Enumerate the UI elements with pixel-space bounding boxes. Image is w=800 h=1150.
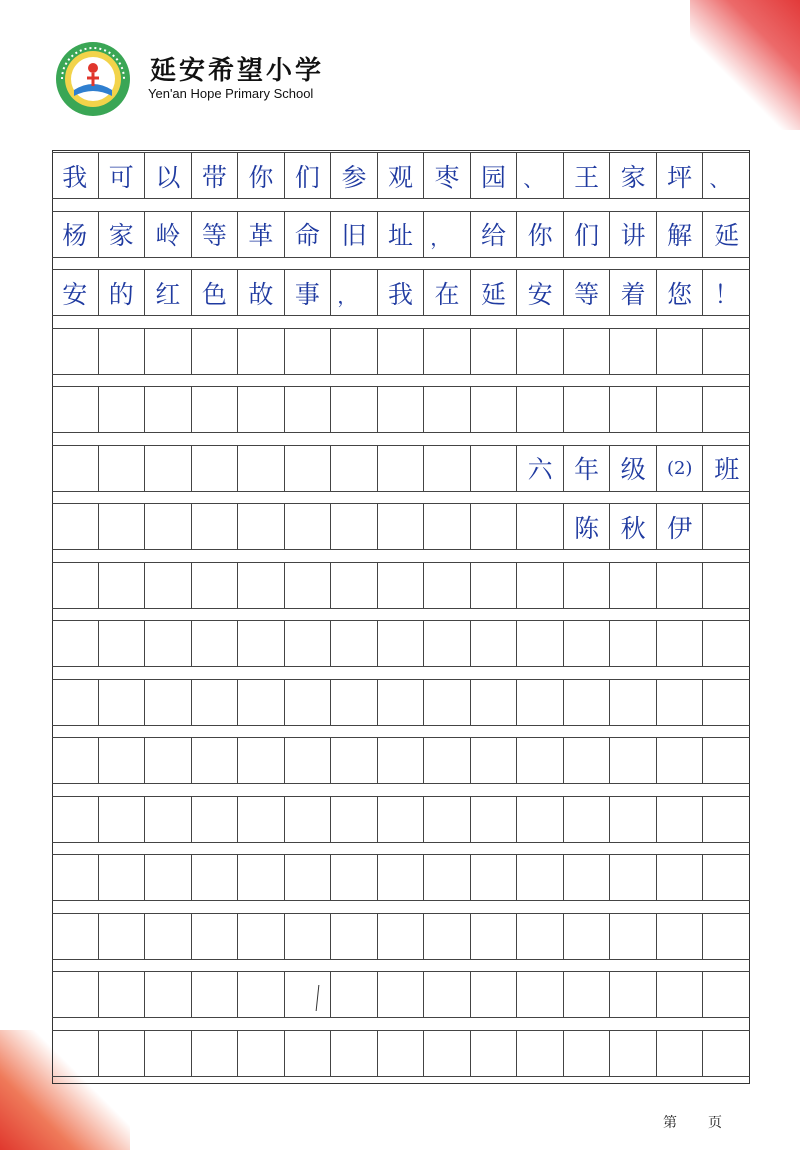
grid-cell	[52, 855, 99, 900]
grid-cell	[564, 329, 611, 374]
grid-cell: 杨	[52, 212, 99, 257]
grid-cell: 家	[610, 153, 657, 198]
grid-cell: 安	[52, 270, 99, 315]
grid-cell	[238, 914, 285, 959]
grid-cell	[424, 738, 471, 783]
grid-cell	[703, 738, 750, 783]
grid-cell: 年	[564, 446, 611, 491]
grid-cell	[424, 855, 471, 900]
grid-cell: 参	[331, 153, 378, 198]
grid-cell	[52, 738, 99, 783]
grid-row	[52, 620, 750, 667]
grid-cell	[145, 621, 192, 666]
grid-cell	[99, 329, 146, 374]
grid-cell	[52, 387, 99, 432]
grid-cell: 六	[517, 446, 564, 491]
grid-cell: 给	[471, 212, 518, 257]
grid-cell	[99, 621, 146, 666]
grid-cell: 、	[517, 153, 564, 198]
grid-cell: 家	[99, 212, 146, 257]
grid-cell	[424, 446, 471, 491]
grid-cell	[285, 914, 332, 959]
grid-cell	[192, 563, 239, 608]
grid-cell	[471, 1031, 518, 1076]
grid-cell	[564, 1031, 611, 1076]
grid-row	[52, 386, 750, 433]
grid-cell	[703, 387, 750, 432]
grid-cell	[610, 680, 657, 725]
grid-cell	[703, 621, 750, 666]
grid-cell	[99, 738, 146, 783]
grid-cell	[145, 914, 192, 959]
grid-cell	[378, 563, 425, 608]
grid-cell: 们	[285, 153, 332, 198]
grid-cell	[52, 446, 99, 491]
grid-cell: 您	[657, 270, 704, 315]
grid-cell	[192, 504, 239, 549]
grid-cell	[52, 914, 99, 959]
grid-cell	[145, 972, 192, 1017]
grid-cell: (2)	[657, 446, 704, 491]
grid-cell: 岭	[145, 212, 192, 257]
grid-cell	[517, 972, 564, 1017]
grid-cell	[238, 797, 285, 842]
grid-cell	[471, 738, 518, 783]
grid-cell	[703, 972, 750, 1017]
grid-cell	[517, 329, 564, 374]
grid-row	[52, 737, 750, 784]
grid-cell	[517, 738, 564, 783]
grid-cell	[564, 914, 611, 959]
grid-cell	[52, 680, 99, 725]
grid-cell	[657, 738, 704, 783]
grid-cell: ，	[331, 270, 378, 315]
grid-cell	[657, 387, 704, 432]
grid-cell: 在	[424, 270, 471, 315]
grid-cell	[331, 738, 378, 783]
grid-row	[52, 854, 750, 901]
grid-cell	[471, 387, 518, 432]
grid-cell: 观	[378, 153, 425, 198]
grid-cell	[471, 621, 518, 666]
grid-cell	[192, 446, 239, 491]
grid-cell	[424, 504, 471, 549]
grid-cell	[517, 387, 564, 432]
grid-cell	[285, 972, 332, 1017]
grid-cell: 班	[714, 455, 740, 484]
grid-cell	[331, 972, 378, 1017]
grid-cell	[517, 914, 564, 959]
grid-cell	[378, 387, 425, 432]
grid-cell	[378, 680, 425, 725]
grid-cell	[657, 1031, 704, 1076]
grid-cell	[657, 972, 704, 1017]
grid-row	[52, 679, 750, 726]
grid-cell: 延	[471, 270, 518, 315]
grid-cell	[99, 855, 146, 900]
school-logo	[54, 40, 132, 118]
grid-cell	[610, 563, 657, 608]
grid-cell: 延	[714, 221, 740, 250]
grid-cell: 讲	[610, 212, 657, 257]
grid-cell: 坪	[657, 153, 704, 198]
grid-cell	[99, 972, 146, 1017]
grid-cell	[238, 387, 285, 432]
grid-cell	[378, 1031, 425, 1076]
grid-cell	[703, 680, 750, 725]
grid-cell: 红	[145, 270, 192, 315]
grid-cell	[238, 446, 285, 491]
grid-cell	[564, 563, 611, 608]
grid-cell	[517, 680, 564, 725]
grid-cell	[192, 914, 239, 959]
grid-cell	[564, 621, 611, 666]
page-number-suffix: 页	[708, 1115, 722, 1131]
grid-cell	[564, 797, 611, 842]
grid-cell	[238, 738, 285, 783]
grid-cell	[610, 797, 657, 842]
grid-cell	[285, 797, 332, 842]
grid-cell	[610, 972, 657, 1017]
grid-row	[52, 211, 750, 258]
grid-cell	[192, 329, 239, 374]
grid-cell	[238, 972, 285, 1017]
grid-cell	[285, 504, 332, 549]
grid-cell	[331, 329, 378, 374]
grid-cell	[285, 446, 332, 491]
grid-cell: ！	[714, 279, 740, 309]
grid-cell	[238, 563, 285, 608]
grid-cell	[564, 855, 611, 900]
grid-cell	[331, 855, 378, 900]
grid-cell	[99, 1031, 146, 1076]
grid-cell	[331, 387, 378, 432]
grid-cell	[52, 1031, 99, 1076]
grid-cell: 色	[192, 270, 239, 315]
grid-cell	[52, 504, 99, 549]
grid-cell	[703, 855, 750, 900]
grid-cell: 你	[238, 153, 285, 198]
grid-cell	[517, 621, 564, 666]
grid-cell	[99, 446, 146, 491]
grid-cell: ，	[424, 212, 471, 257]
grid-cell	[703, 563, 750, 608]
grid-cell	[192, 797, 239, 842]
grid-cell: 址	[378, 212, 425, 257]
grid-cell	[145, 1031, 192, 1076]
grid-cell	[285, 1031, 332, 1076]
grid-cell	[703, 914, 750, 959]
grid-cell	[378, 446, 425, 491]
grid-cell: 王	[564, 153, 611, 198]
grid-cell	[471, 504, 518, 549]
grid-cell	[378, 972, 425, 1017]
grid-cell	[192, 680, 239, 725]
grid-cell: 着	[610, 270, 657, 315]
grid-cell	[378, 738, 425, 783]
grid-row	[52, 328, 750, 375]
grid-cell	[564, 738, 611, 783]
grid-cell: 我	[52, 153, 99, 198]
grid-cell	[145, 738, 192, 783]
grid-cell	[424, 972, 471, 1017]
grid-cell: 级	[610, 446, 657, 491]
grid-cell	[331, 446, 378, 491]
grid-cell	[703, 329, 750, 374]
grid-cell	[378, 797, 425, 842]
grid-cell	[471, 680, 518, 725]
grid-cell	[145, 797, 192, 842]
grid-cell	[424, 387, 471, 432]
grid-cell: 事	[285, 270, 332, 315]
grid-cell	[52, 972, 99, 1017]
grid-cell: 故	[238, 270, 285, 315]
grid-cell	[424, 914, 471, 959]
grid-row	[52, 796, 750, 843]
grid-cell	[564, 680, 611, 725]
grid-cell	[238, 329, 285, 374]
grid-cell	[331, 504, 378, 549]
grid-row	[52, 152, 750, 199]
grid-cell	[99, 680, 146, 725]
grid-cell	[192, 855, 239, 900]
grid-cell	[285, 329, 332, 374]
grid-cell	[471, 972, 518, 1017]
grid-cell: 你	[517, 212, 564, 257]
grid-cell	[285, 680, 332, 725]
grid-cell	[285, 738, 332, 783]
grid-cell	[331, 563, 378, 608]
grid-cell: 园	[471, 153, 518, 198]
grid-cell	[192, 972, 239, 1017]
grid-cell	[238, 855, 285, 900]
grid-row	[52, 562, 750, 609]
grid-cell	[378, 914, 425, 959]
grid-cell	[285, 387, 332, 432]
grid-cell: 等	[192, 212, 239, 257]
grid-cell	[610, 738, 657, 783]
grid-cell	[238, 1031, 285, 1076]
grid-cell	[99, 797, 146, 842]
grid-cell	[331, 797, 378, 842]
grid-cell	[517, 797, 564, 842]
grid-cell	[703, 797, 750, 842]
grid-cell	[610, 1031, 657, 1076]
grid-cell: 革	[238, 212, 285, 257]
grid-cell	[424, 680, 471, 725]
grid-cell	[564, 387, 611, 432]
grid-cell: 等	[564, 270, 611, 315]
grid-cell	[331, 914, 378, 959]
grid-cell	[471, 914, 518, 959]
grid-cell	[378, 855, 425, 900]
grid-cell	[145, 329, 192, 374]
grid-cell	[471, 446, 518, 491]
school-name-english: Yen'an Hope Primary School	[148, 86, 314, 101]
grid-cell	[610, 914, 657, 959]
grid-cell	[145, 504, 192, 549]
grid-cell	[657, 855, 704, 900]
grid-cell	[703, 504, 750, 549]
grid-cell	[192, 1031, 239, 1076]
grid-cell	[471, 563, 518, 608]
grid-cell	[610, 387, 657, 432]
grid-cell	[703, 1031, 750, 1076]
grid-cell	[285, 855, 332, 900]
grid-cell	[610, 621, 657, 666]
grid-cell: 带	[192, 153, 239, 198]
grid-cell	[331, 1031, 378, 1076]
grid-cell: 命	[285, 212, 332, 257]
grid-cell	[331, 680, 378, 725]
grid-cell: 解	[657, 212, 704, 257]
grid-cell	[238, 504, 285, 549]
grid-cell	[52, 797, 99, 842]
grid-row	[52, 269, 750, 316]
grid-cell	[238, 621, 285, 666]
grid-cell: 以	[145, 153, 192, 198]
grid-row	[52, 503, 750, 550]
grid-cell	[145, 855, 192, 900]
grid-row	[52, 971, 750, 1018]
grid-cell	[657, 914, 704, 959]
grid-cell	[657, 563, 704, 608]
grid-cell: 枣	[424, 153, 471, 198]
grid-cell	[145, 680, 192, 725]
grid-cell: 的	[99, 270, 146, 315]
grid-cell	[99, 563, 146, 608]
grid-cell	[471, 797, 518, 842]
grid-cell	[424, 1031, 471, 1076]
grid-cell: 秋	[610, 504, 657, 549]
grid-cell	[378, 621, 425, 666]
grid-cell	[52, 329, 99, 374]
grid-cell	[471, 855, 518, 900]
grid-cell	[610, 329, 657, 374]
grid-cell	[424, 621, 471, 666]
grid-cell	[378, 504, 425, 549]
grid-cell	[657, 680, 704, 725]
grid-cell	[285, 621, 332, 666]
grid-cell	[145, 387, 192, 432]
grid-cell	[99, 504, 146, 549]
grid-cell	[424, 329, 471, 374]
grid-cell: 、	[709, 167, 730, 191]
corner-decoration-top-right	[690, 0, 800, 130]
grid-cell	[517, 504, 564, 549]
grid-cell	[517, 1031, 564, 1076]
grid-cell	[52, 563, 99, 608]
grid-row	[52, 913, 750, 960]
grid-cell	[145, 446, 192, 491]
grid-cell	[657, 329, 704, 374]
grid-cell: 我	[378, 270, 425, 315]
grid-cell	[517, 855, 564, 900]
grid-cell: 旧	[331, 212, 378, 257]
grid-cell: 可	[99, 153, 146, 198]
school-name-chinese: 延安希望小学	[150, 56, 325, 86]
grid-cell	[285, 563, 332, 608]
grid-row	[52, 1030, 750, 1077]
grid-cell	[52, 621, 99, 666]
grid-cell	[657, 797, 704, 842]
grid-cell	[378, 329, 425, 374]
grid-cell	[99, 387, 146, 432]
grid-cell	[145, 563, 192, 608]
grid-cell	[564, 972, 611, 1017]
grid-cell: 陈	[564, 504, 611, 549]
grid-cell	[238, 680, 285, 725]
grid-cell	[657, 621, 704, 666]
grid-cell	[192, 621, 239, 666]
page-number-prefix: 第	[663, 1115, 677, 1131]
grid-cell	[192, 738, 239, 783]
writing-grid	[52, 150, 750, 1084]
grid-cell: 伊	[657, 504, 704, 549]
grid-cell	[424, 563, 471, 608]
grid-cell: 们	[564, 212, 611, 257]
grid-cell	[517, 563, 564, 608]
grid-cell	[192, 387, 239, 432]
grid-cell	[331, 621, 378, 666]
grid-cell	[471, 329, 518, 374]
grid-row	[52, 445, 750, 492]
grid-cell	[424, 797, 471, 842]
grid-cell: 安	[517, 270, 564, 315]
grid-cell	[610, 855, 657, 900]
grid-cell	[99, 914, 146, 959]
